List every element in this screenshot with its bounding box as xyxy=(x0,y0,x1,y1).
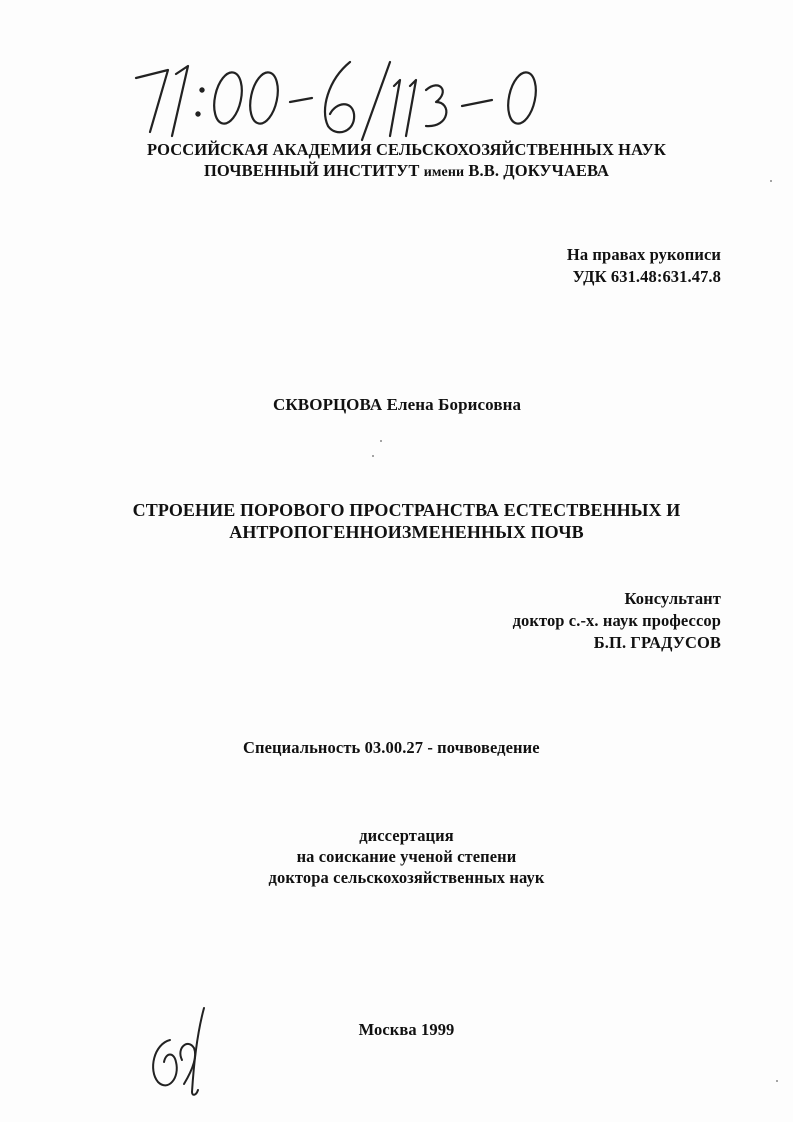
dissertation-title-line-2: АНТРОПОГЕННОИЗМЕНЕННЫХ ПОЧВ xyxy=(229,522,584,542)
place-year: Москва 1999 xyxy=(358,1020,455,1039)
institution-named-after: имени xyxy=(423,165,465,180)
dissertation-degree: доктора сельскохозяйственных наук xyxy=(268,868,545,887)
institution-line-1: РОССИЙСКАЯ АКАДЕМИЯ СЕЛЬСКОХОЗЯЙСТВЕННЫХ НАУК xyxy=(147,140,666,159)
institution-line-2 xyxy=(0,161,793,181)
consultant-name: Б.П. ГРАДУСОВ xyxy=(593,633,721,652)
specialty: Специальность 03.00.27 - почвоведение xyxy=(243,738,540,757)
dissertation-type: диссертация xyxy=(359,826,454,845)
consultant-label: Консультант xyxy=(624,589,721,608)
scan-speck xyxy=(776,1080,778,1082)
dissertation-title-line-1: СТРОЕНИЕ ПОРОВОГО ПРОСТРАНСТВА ЕСТЕСТВЕННЫХ И xyxy=(132,500,681,520)
dissertation-purpose: на соискание ученой степени xyxy=(296,847,517,866)
scan-speck xyxy=(372,455,374,457)
handwritten-signature xyxy=(140,1000,220,1100)
institution-person: В.В. ДОКУЧАЕВА xyxy=(468,161,610,180)
handwritten-archive-code xyxy=(128,40,568,150)
consultant-degree: доктор с.-х. наук профессор xyxy=(512,611,721,630)
udk-code: УДК 631.48:631.47.8 xyxy=(572,267,721,286)
handwritten-code-text: 71:00-6/113-0 xyxy=(128,40,134,41)
manuscript-rights: На правах рукописи xyxy=(566,245,721,264)
institution-name: ПОЧВЕННЫЙ ИНСТИТУТ xyxy=(203,161,420,180)
scan-speck xyxy=(380,440,382,442)
author-name: СКВОРЦОВА Елена Борисовна xyxy=(273,395,522,414)
scan-speck xyxy=(770,180,772,182)
